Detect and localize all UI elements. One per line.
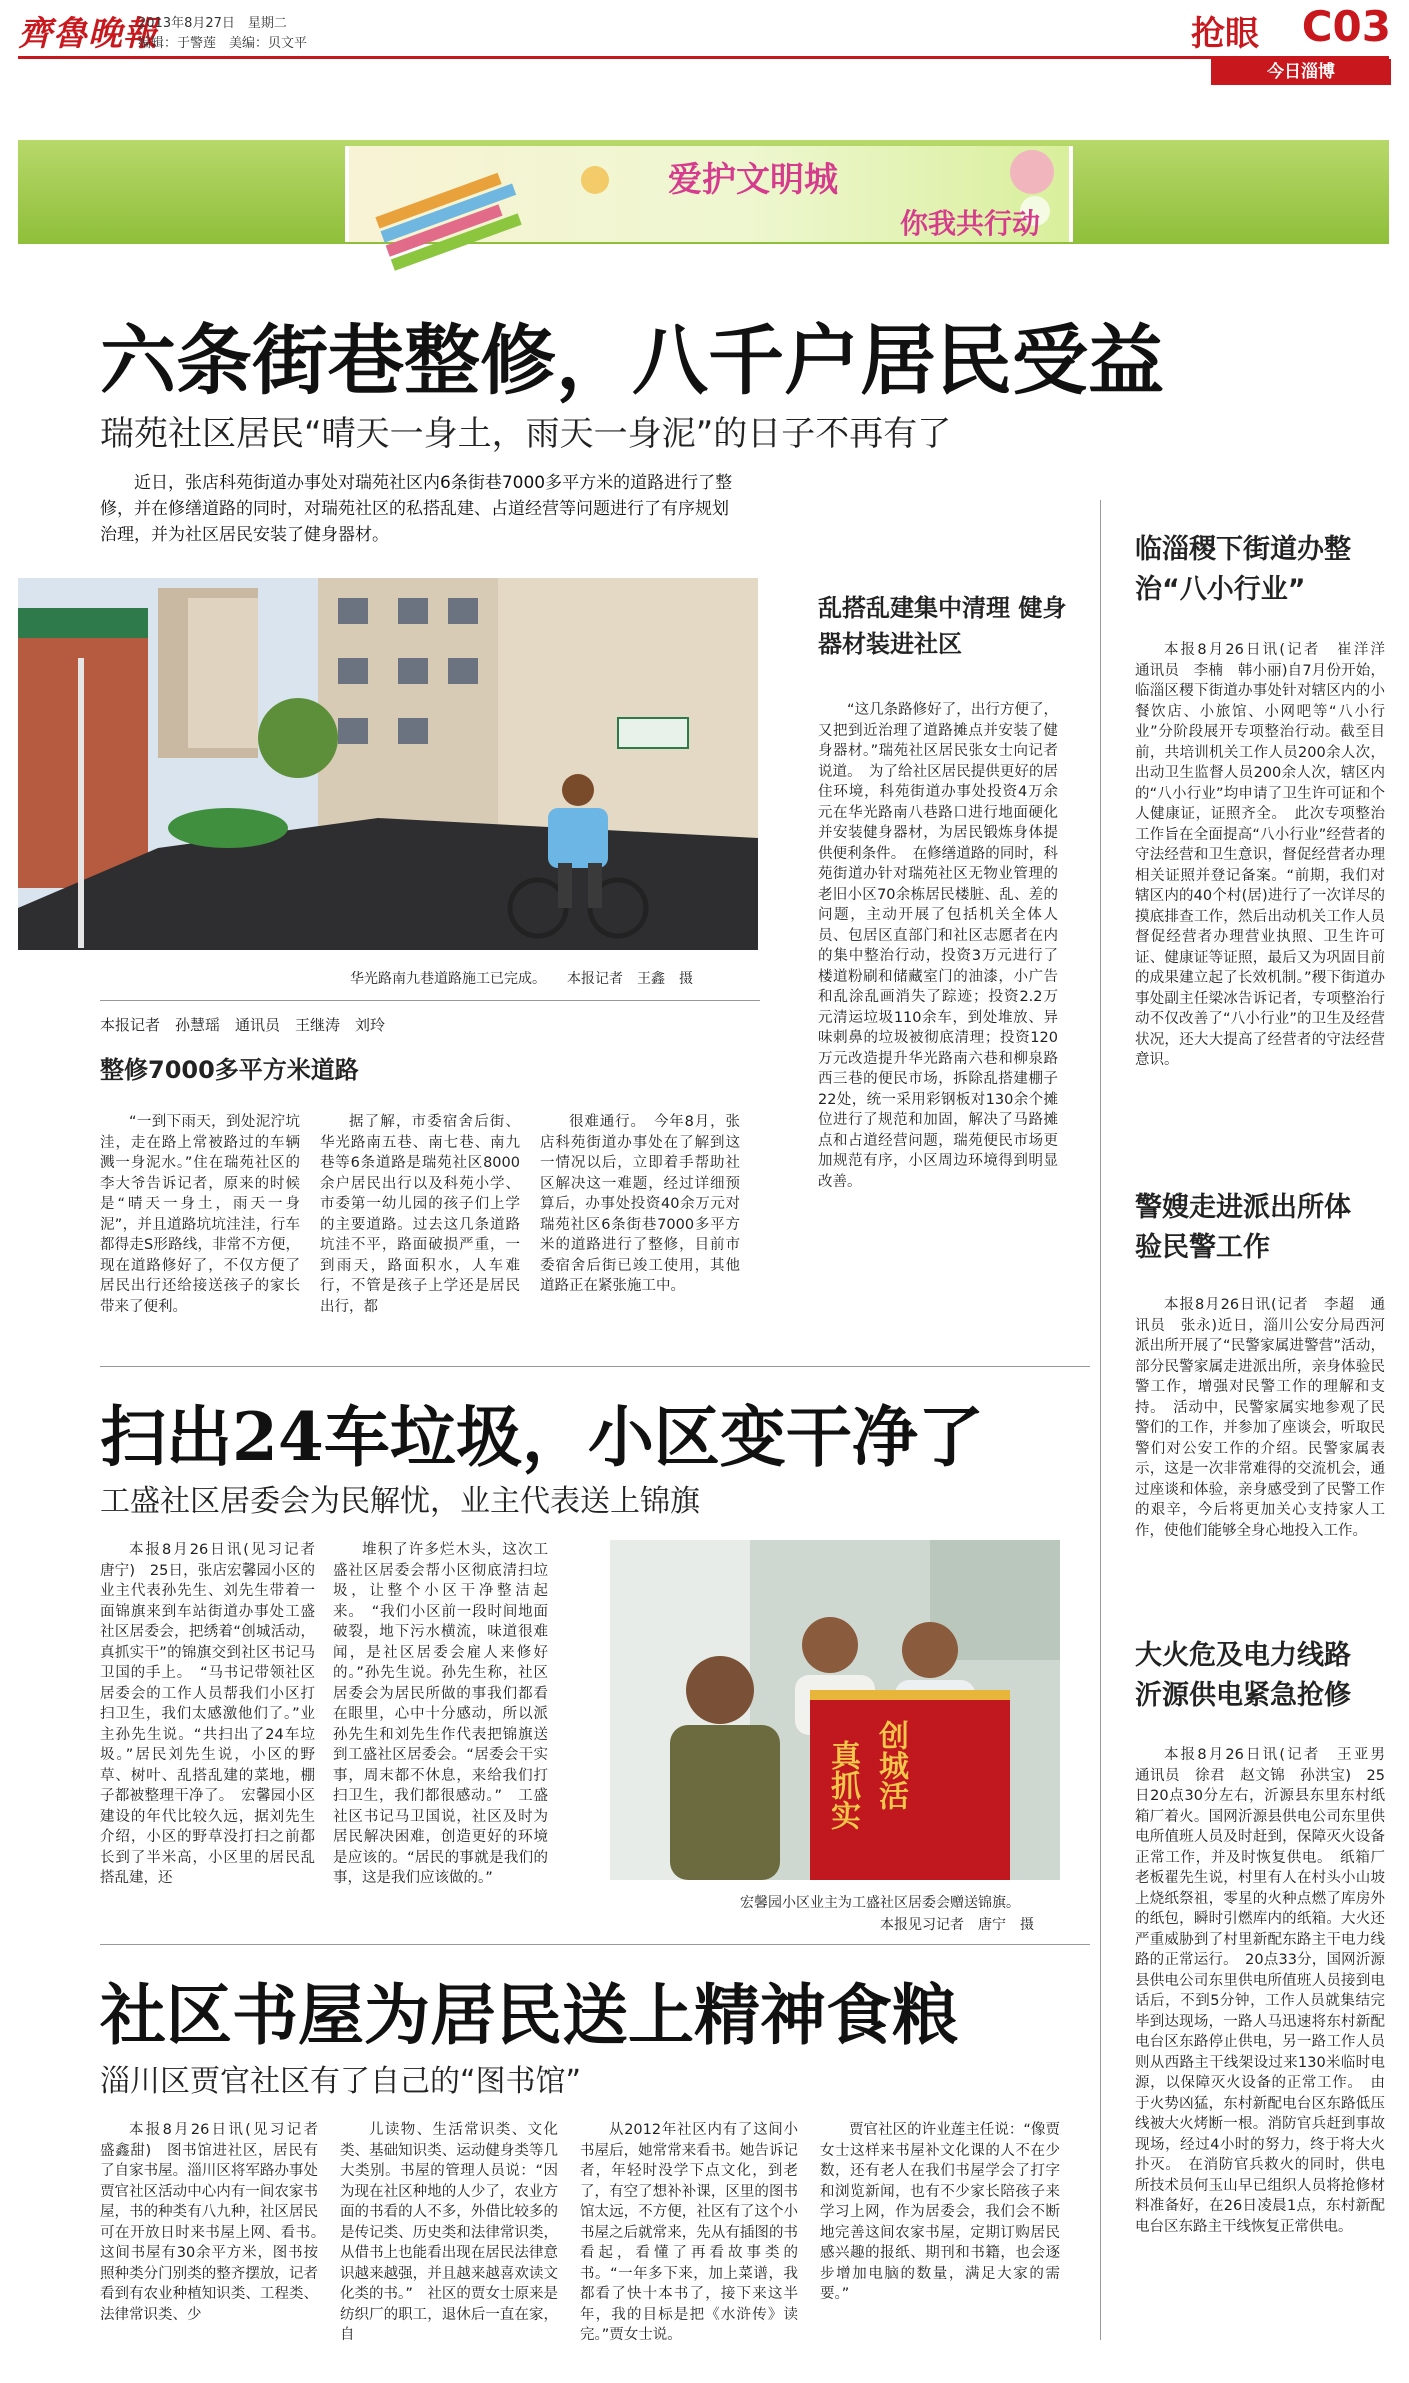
story1-headline: 六条街巷整修，八千户居民受益 [100,316,1164,405]
story2-column-2 [333,1540,548,1920]
sidebar2-text: 本报8月26日讯(记者 李超 通讯员 张永)近日，淄川公安分局西河派出所开展了“民警家属进警营”活动，部分民警家属走进派出所，亲身体验民警工作，增强对民警工作的理解和支持。 活动中，民警家属实地参观了民警们的工作，并参加了座谈会，听取民警们对公安工作的介绍。民警家属表示，这是一次非常难得的交流机会，通过座谈和体验，亲身感受到了民警工作的艰辛，今后将更加关心支持家人工作，使他们能够全身心地投入工作。 [1135,1297,1385,1539]
story3-subheadline: 淄川区贾官社区有了自己的“图书馆” [100,2064,582,2099]
divider [100,1000,760,1001]
story2-col2-text: 堆积了许多烂木头，这次工盛社区居委会帮小区彻底清扫垃圾，让整个小区干净整洁起来。 “我们小区前一段时间地面破裂，地下污水横流，味道很难闻，是社区居委会雇人来修好的。”孙先生说。孙先生称，社区居委会为居民所做的事我们都看在眼里，心中十分感动，所以派孙先生和刘先生作代表把锦旗送到工盛社区居委会。“居委会干实事，周末都不休息，来给我们打扫卫生，我们都很感动。” 工盛社区书记马卫国说，社区及时为居民解决困难，创造更好的环境是应该的。“居民的事就是我们的事，这是我们应该做的。” [333,1542,548,1886]
section-title: 抢眼 [1191,14,1259,54]
issue-editors: 编辑：于警莲 美编：贝文平 [138,36,308,51]
story2-photo-caption: 宏馨园小区业主为工盛社区居委会赠送锦旗。 [740,1895,1020,1911]
story1-section-a-title: 整修7000多平方米道路 [100,1056,359,1084]
story2-photo-credit: 本报见习记者 唐宁 摄 [880,1917,1034,1933]
pennant-text-right: 创城活 [873,1720,908,1810]
sidebar-divider [1100,500,1101,2340]
story1-col4-text: “这几条路修好了，出行方便了，又把到近治理了道路摊点并安装了健身器材。”瑞苑社区居民张女士向记者说道。 为了给社区居民提供更好的居住环境，科苑街道办事处投资4万余元在华光路南八巷路口进行地面硬化并安装健身器材，为居民锻炼身体提供便利条件。 在修缮道路的同时，科苑街道办针对瑞苑社区无物业管理的老旧小区70余栋居民楼脏、乱、差的问题，主动开展了包括机关全体人员、包居区直部门和社区志愿者在内的集中整治行动，投资3万元进行了楼道粉刷和储藏室门的油漆，小广告和乱涂乱画消失了踪迹；投资2.2万元清运垃圾110余车，到处堆放、异味刺鼻的垃圾被彻底清理；投资120万元改造提升华光路南六巷和柳泉路西三巷的便民市场，拆除乱搭建棚子22处，统一采用彩钢板对130余个摊位进行了规范和加固，解决了马路摊点和占道经营问题，瑞苑便民市场更加规范有序，小区周边环境得到明显改善。 [818,702,1058,1190]
story3-col3-text: 从2012年社区内有了这间小书屋后，她常常来看书。她告诉记者，年轻时没学下点文化，到老了，有空了想补补课，区里的图书馆太远，不方便，社区有了这个小书屋之后就常来，先从有插图的书看起，看懂了再看故事类的书。“一年多下来，加上菜谱，我都看了快十本书了，接下来这半年，我的目标是把《水浒传》读完。”贾女士说。 [580,2122,798,2343]
issue-date: 2013年8月27日 星期二 [138,16,287,31]
story3-col2-text: 儿读物、生活常识类、文化类、基础知识类、运动健身类等几大类别。书屋的管理人员说：“因为现在社区种地的人少了，农业方面的书看的人不多，外借比较多的是传记类、历史类和法律常识类，从借书上也能看出现在居民法律意识越来越强，并且越来越喜欢读文化类的书。” 社区的贾女士原来是纺织厂的职工，退休后一直在家，自 [340,2122,558,2343]
story1-col2-text: 据了解，市委宿舍后街、华光路南五巷、南七巷、南九巷等6条道路是瑞苑社区8000余户居民出行以及科苑小学、市委第一幼儿园的孩子们上学的主要道路。过去这几条道路坑洼不平，路面破损严重，一到雨天，路面积水，人车难行，不管是孩子上学还是居民出行，都 [320,1114,520,1315]
sidebar1-body [1135,640,1400,1140]
story2-col1-text: 本报8月26日讯(见习记者 唐宁) 25日，张店宏馨园小区的业主代表孙先生、刘先生带着一面锦旗来到车站街道办事处工盛社区居委会，把绣着“创城活动，真抓实干”的锦旗交到社区书记马卫国的手上。 “马书记带领社区居委会的工作人员帮我们小区打扫卫生，我们太感激他们了。”业主孙先生说。“共扫出了24车垃圾。”居民刘先生说，小区的野草、树叶、乱搭乱建的菜地，棚子都被整理干净了。 宏馨园小区建设的年代比较久远，据刘先生介绍，小区的野草没打扫之前都长到了半米高，小区里的居民乱搭乱建，还 [100,1542,330,1886]
story1-photo-caption: 华光路南九巷道路施工已完成。 本报记者 王鑫 摄 [350,971,693,987]
divider [100,1944,1090,1945]
story1-column-2 [320,1112,520,1352]
pennant-text-left: 真抓实 [825,1740,860,1830]
story1-col3-text: 很难通行。 今年8月，张店科苑街道办事处在了解到这一情况以后，立即着手帮助社区解决这一难题，经过详细预算后，办事处投资40余万元对瑞苑社区6条街巷7000多平方米的道路进行了整修，目前市委宿舍后街已竣工使用，其他道路正在紧张施工中。 [540,1114,740,1294]
sidebar3-body [1135,1745,1400,2365]
banner-title: 爱护文明城 [668,160,838,200]
story3-col1-text: 本报8月26日讯(见习记者 盛鑫甜) 图书馆进社区，居民有了自家书屋。淄川区将军路办事处贾官社区活动中心内有一间农家书屋，书的种类有八九种，社区居民可在开放日时来书屋上网、看书。 这间书屋有30余平方米，图书按照种类分门别类的整齐摆放，记者看到有农业种植知识类、工程类、法律常识类、少 [100,2122,333,2323]
story1-intro: 近日，张店科苑街道办事处对瑞苑社区内6条街巷7000多平方米的道路进行了整修，并在修缮道路的同时，对瑞苑社区的私搭乱建、占道经营等问题进行了有序规划治理，并为社区居民安装了健身器材。 [100,473,733,545]
pencils-illustration [355,150,635,240]
sidebar3-text: 本报8月26日讯(记者 王亚男 通讯员 徐君 赵文锦 孙洪宝) 25日20点30分左右，沂源县东里东村纸箱厂着火。国网沂源县供电公司东里供电所值班人员及时赶到，保障灭火设备正常工作，并及时恢复供电。 纸箱厂老板翟先生说，村里有人在村头小山坡上烧纸祭祖，零星的火种点燃了库房外的纸包，瞬时引燃库内的纸箱。大火还严重威胁到了村里新配东路主干电力线路的正常运行。 20点33分，国网沂源县供电公司东里供电所值班人员接到电话后，不到5分钟，工作人员就集结完毕到达现场，一路人马迅速将东村新配电台区东路停止供电，另一路工作人员则从西路主干线架设过来130米临时电源，以保障灭火设备的正常工作。 由于火势凶猛，东村新配电台区东路低压线被大火烤断一根。消防官兵赶到事故现场，经过4小时的努力，终于将大火扑灭。 在消防官兵救火的同时，供电所技术员何玉山早已组织人员将抢修材料准备好，在26日凌晨1点，东村新配电台区东路主干线恢复正常供电。 [1135,1747,1400,2235]
story1-column-3 [540,1112,740,1352]
story2-headline: 扫出24车垃圾，小区变干净了 [100,1398,984,1476]
story3-column-2 [340,2120,558,2375]
flower-decoration [1010,150,1054,194]
story1-photo [18,578,758,950]
story1-column-4 [818,700,1058,1350]
sidebar1-headline: 临淄稷下街道办整治“八小行业” [1135,534,1351,605]
story1-subheadline: 瑞苑社区居民“晴天一身土，雨天一身泥”的日子不再有了 [100,414,952,454]
page-number: C03 [1301,2,1391,51]
sidebar2-headline: 警嫂走进派出所体验民警工作 [1135,1192,1351,1263]
story1-column-1 [100,1112,300,1352]
sidebar1-text: 本报8月26日讯(记者 崔洋洋 通讯员 李楠 韩小丽)自7月份开始，临淄区稷下街道办事处针对辖区内的小餐饮店、小旅馆、小网吧等“八小行业”分阶段展开专项整治行动。截至目前，共培训机关工作人员200余人次，出动卫生监督人员200余人次，辖区内的“八小行业”均申请了卫生许可证和个人健康证，证照齐全。 此次专项整治工作旨在全面提高“八小行业”经营者的守法经营和卫生意识，督促经营者办理相关证照并登记备案。“前期，我们对辖区内的40个村(居)进行了一次详尽的摸底排查工作，然后出动机关工作人员督促经营者办理营业执照、卫生许可证、健康证等证照，最后又为巩固目前的成果建立起了长效机制。”稷下街道办事处副主任梁冰告诉记者，专项整治行动不仅改善了“八小行业”的卫生及经营状况，还大大提高了经营者的守法经营意识。 [1135,642,1400,1068]
story3-column-1 [100,2120,333,2375]
story1-section-b-title: 乱搭乱建集中清理 健身器材装进社区 [818,594,1067,658]
story3-col4-text: 贾官社区的许业莲主任说：“像贾女士这样来书屋补文化课的人不在少数，还有老人在我们书屋学会了打字和浏览新闻，也有不少家长陪孩子来学习上网，作为居委会，我们会不断地完善这间农家书屋，定期订购居民感兴趣的报纸、期刊和书籍，也会逐步增加电脑的数量，满足大家的需要。” [820,2122,1060,2302]
sidebar3-headline: 大火危及电力线路沂源供电紧急抢修 [1135,1640,1351,1711]
divider [100,1366,1090,1367]
story2-subheadline: 工盛社区居委会为民解忧，业主代表送上锦旗 [100,1484,700,1519]
story2-column-1 [100,1540,330,1920]
story3-column-4 [820,2120,1060,2375]
story3-headline: 社区书屋为居民送上精神食粮 [100,1976,958,2054]
story1-byline: 本报记者 孙慧瑶 通讯员 王继涛 刘玲 [100,1016,386,1034]
story1-col1-text: “一到下雨天，到处泥泞坑洼，走在路上常被路过的车辆溅一身泥水。”住在瑞苑社区的李大爷告诉记者，原来的时候是“晴天一身土，雨天一身泥”，并且道路坑坑洼洼，行车都得走S形路线，非常不方便，现在道路修好了，不仅方便了居民出行还给接送孩子的家长带来了便利。 [100,1114,300,1315]
masthead-rule [18,56,1389,59]
sidebar2-body [1135,1295,1385,1595]
banner-subtitle: 你我共行动 [900,207,1041,240]
subsection-tab: 今日淄博 [1211,59,1391,85]
issue-info [138,14,307,54]
newspaper-logo: 齊魯晚報 [18,14,158,54]
story3-column-3 [580,2120,798,2375]
